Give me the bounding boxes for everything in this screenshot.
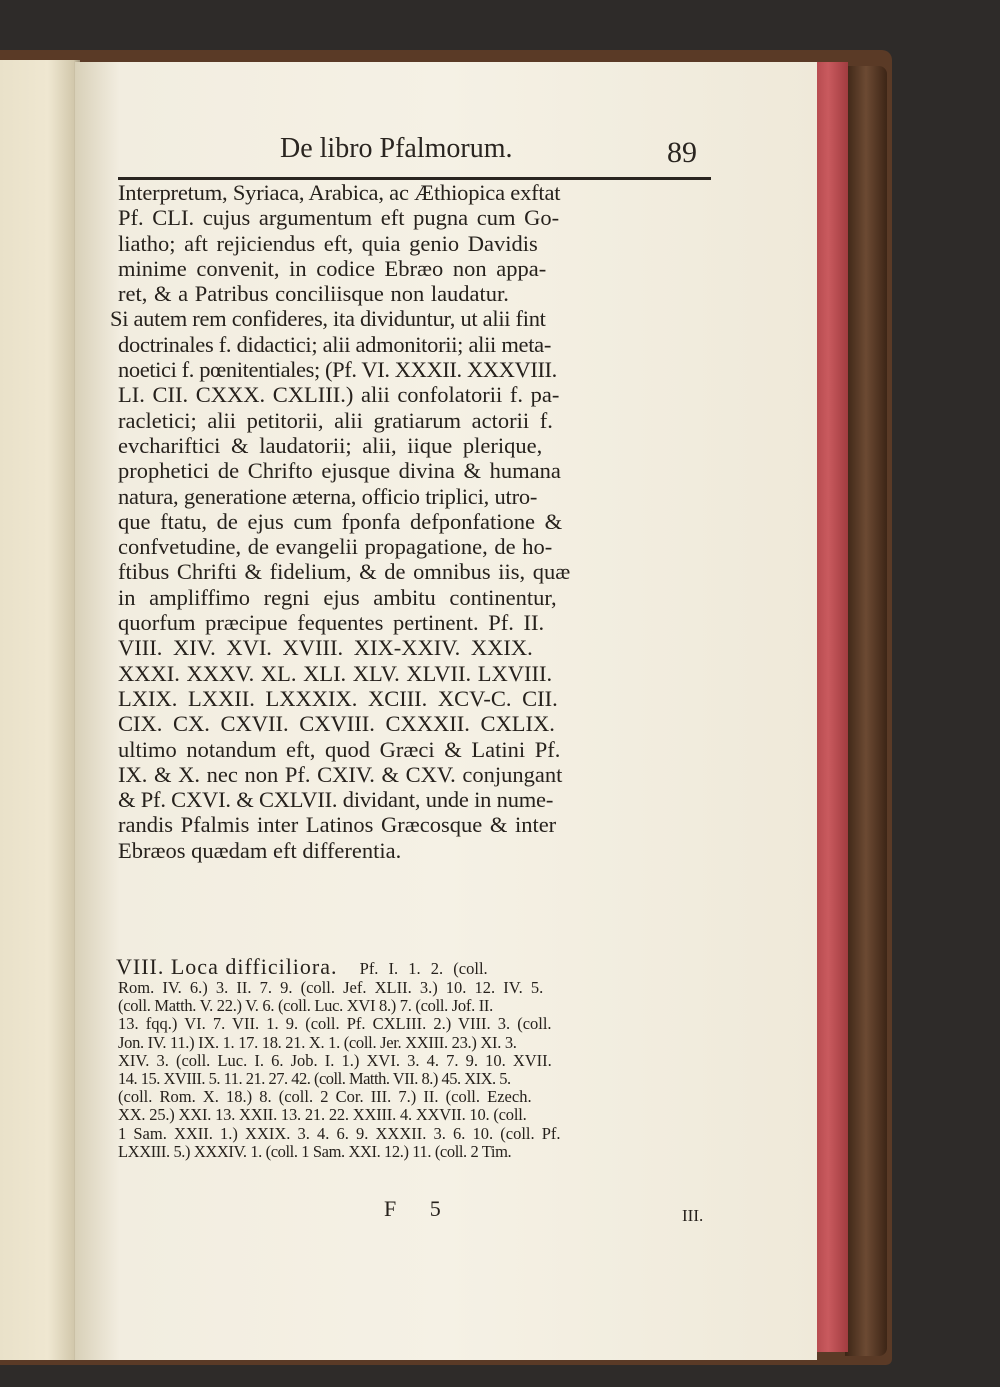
body-line: LXIX. LXXII. LXXXIX. XCIII. XCV-C. CII.	[118, 685, 558, 711]
body-line: VIII. XIV. XVI. XVIII. XIX-XXIV. XXIX.	[118, 635, 533, 661]
body-line: evchariftici & laudatorii; alii, iique plerique,	[118, 432, 543, 458]
reference-line: 1 Sam. XXII. 1.) XXIX. 3. 4. 6. 9. XXXII. 3. 6. 10. (coll. Pf.	[118, 1123, 561, 1143]
body-line: prophetici de Chrifto ejusque divina & humana	[118, 458, 561, 484]
signature-mark: F 5	[384, 1196, 455, 1221]
body-line: Interpretum, Syriaca, Arabica, ac Æthiopica exftat	[118, 180, 561, 205]
catchword: III.	[682, 1206, 704, 1225]
section-heading-continuation: Pf. I. 1. 2. (coll.	[359, 959, 488, 978]
body-line: ultimo notandum eft, quod Græci & Latini Pf.	[118, 736, 561, 762]
reference-line: (coll. Matth. V. 22.) V. 6. (coll. Luc. XVI 8.) 7. (coll. Jof. II.	[118, 996, 493, 1016]
body-line: natura, generatione æterna, officio triplici, utro-	[118, 483, 538, 509]
body-line: Si autem rem confideres, ita dividuntur, ut alii fint	[110, 306, 546, 332]
body-line: CIX. CX. CXVII. CXVIII. CXXXII. CXLIX.	[118, 711, 555, 737]
reference-line: XIV. 3. (coll. Luc. I. 6. Job. I. 1.) XVI. 3. 4. 7. 9. 10. XVII.	[118, 1050, 552, 1070]
body-line: Ebræos quædam eft differentia.	[118, 837, 402, 863]
body-text	[110, 180, 718, 863]
page-edges-red	[812, 62, 848, 1352]
body-line: in ampliffimo regni ejus ambitu continentur,	[118, 584, 557, 610]
body-line: liatho; aft rejiciendus eft, quia genio Davidis	[118, 230, 538, 256]
reference-line: Jon. IV. 11.) IX. 1. 17. 18. 21. X. 1. (coll. Jer. XXIII. 23.) XI. 3.	[118, 1032, 517, 1052]
body-line: & Pf. CXVI. & CXLVII. dividant, unde in nume-	[118, 787, 554, 813]
section-heading: VIII. Loca difficiliora.	[116, 954, 338, 979]
body-line: IX. & X. nec non Pf. CXIV. & CXV. conjungant	[118, 761, 563, 787]
section-heading-line	[116, 955, 718, 979]
reference-line: LXXIII. 5.) XXXIV. 1. (coll. 1 Sam. XXI. 12.) 11. (coll. 2 Tim.	[118, 1141, 512, 1161]
body-line: noetici f. pœnitentiales; (Pf. VI. XXXII. XXXVIII.	[118, 357, 557, 383]
reference-line: 13. fqq.) VI. 7. VII. 1. 9. (coll. Pf. CXLIII. 2.) VIII. 3. (coll.	[118, 1014, 552, 1034]
body-line: racletici; alii petitorii, alii gratiarum actorii f.	[118, 407, 553, 433]
reference-line: XX. 25.) XXI. 13. XXII. 13. 21. 22. XXIII. 4. XXVII. 10. (coll.	[118, 1105, 527, 1125]
body-line: Pf. CLI. cujus argumentum eft pugna cum Go-	[118, 205, 560, 231]
body-line: confvetudine, de evangelii propagatione, de ho-	[118, 534, 553, 560]
body-line: randis Pfalmis inter Latinos Græcosque & inter	[118, 812, 557, 838]
reference-line: (coll. Rom. X. 18.) 8. (coll. 2 Cor. III. 7.) II. (coll. Ezech.	[118, 1087, 532, 1107]
section-loca-difficiliora	[118, 955, 718, 1161]
facing-page	[0, 60, 80, 1360]
reference-line: Rom. IV. 6.) 3. II. 7. 9. (coll. Jef. XLII. 3.) 10. 12. IV. 5.	[118, 978, 544, 997]
body-line: XXXI. XXXV. XL. XLI. XLV. XLVII. LXVIII.	[118, 660, 553, 686]
body-line: ret, & a Patribus conciliisque non laudatur.	[118, 281, 509, 307]
cover-edge	[845, 66, 887, 1356]
body-line: doctrinales f. didactici; alii admonitorii; alii meta-	[118, 331, 552, 357]
running-head: De libro Pfalmorum.	[280, 133, 513, 164]
body-line: LI. CII. CXXX. CXLIII.) alii confolatorii f. pa-	[118, 382, 560, 408]
reference-line: 14. 15. XVIII. 5. 11. 21. 27. 42. (coll. Matth. VII. 8.) 45. XIX. 5.	[118, 1069, 511, 1089]
body-line: quorfum præcipue fequentes pertinent. Pf. II.	[118, 610, 545, 636]
body-line: ftibus Chrifti & fidelium, & de omnibus iis, quæ	[118, 559, 571, 585]
body-line: que ftatu, de ejus cum fponfa defponfatione &	[118, 508, 563, 534]
page-number: 89	[667, 136, 697, 169]
body-line: minime convenit, in codice Ebræo non appa-	[118, 255, 547, 281]
